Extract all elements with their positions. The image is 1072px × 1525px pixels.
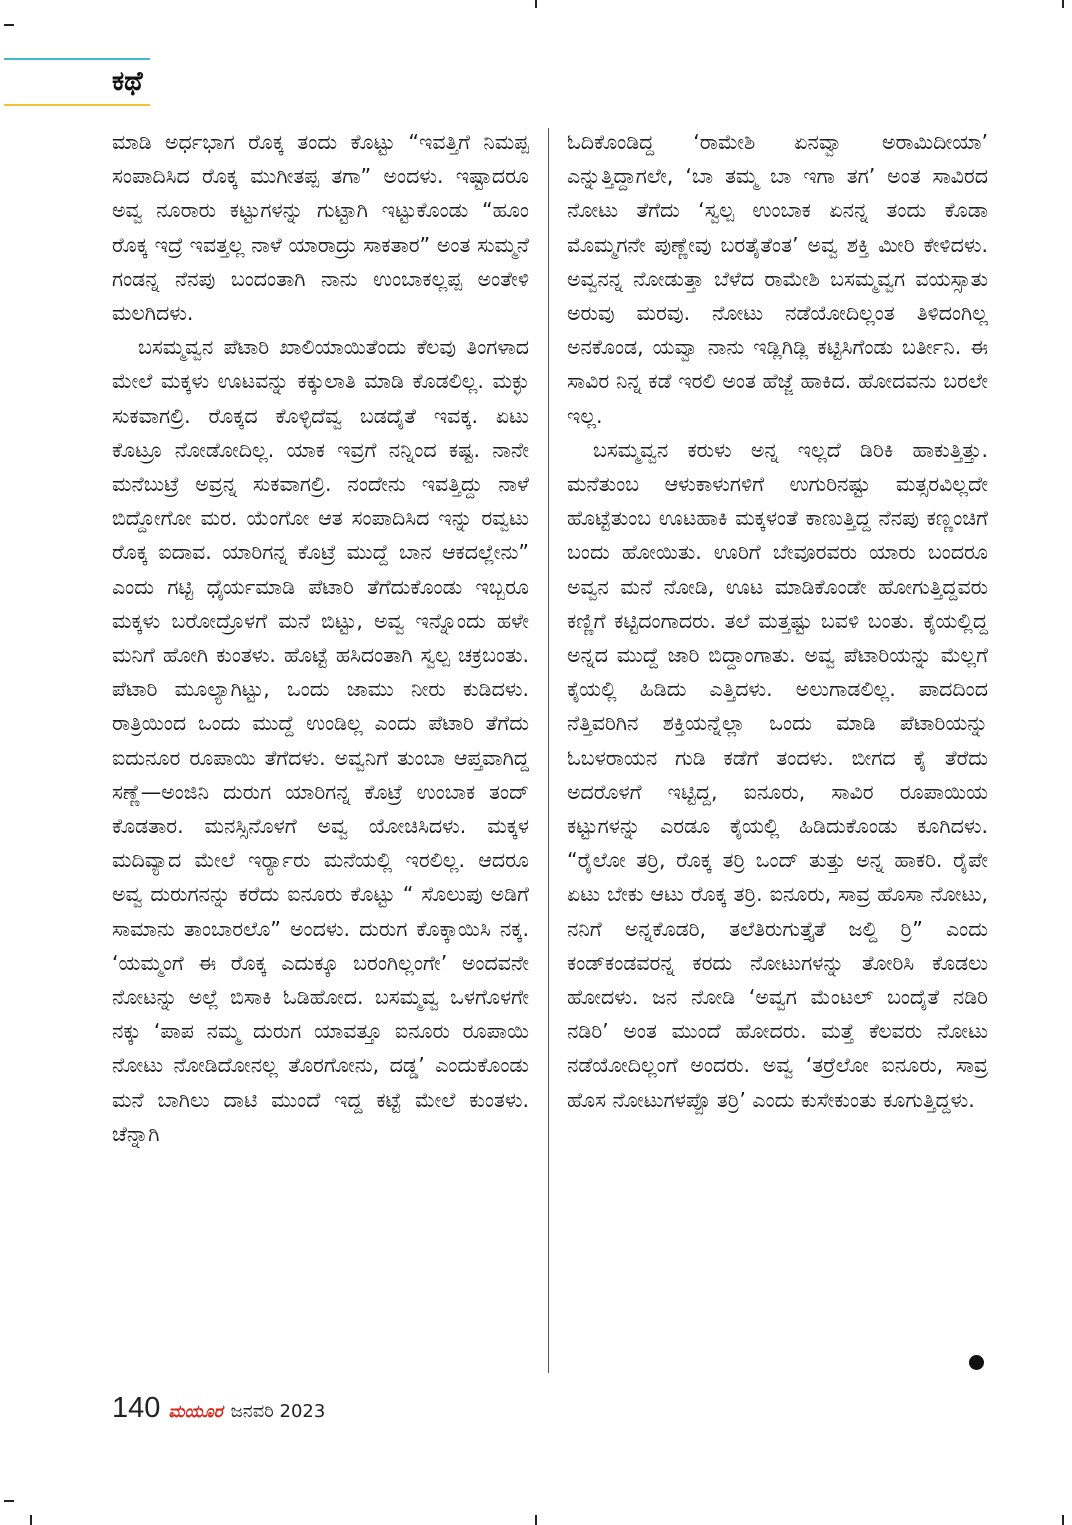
crop-mark-top-left — [4, 24, 14, 26]
column-divider — [548, 128, 549, 1373]
crop-mark-top-center — [535, 0, 537, 8]
page-number: 140 — [112, 1392, 161, 1424]
crop-mark-top-right — [1062, 0, 1064, 8]
paragraph: ಬಸಮ್ಮವ್ವನ ಪೆಟಾರಿ ಖಾಲಿಯಾಯಿತೆಂದು ಕೆಲವು ತಿಂಗಳಾದ ಮೇಲೆ ಮಕ್ಕಳು ಊಟವನ್ನು ಕಕ್ಕುಲಾತಿ ಮಾಡಿ ಕೊಡಲಿಲ್ಲ. ಮಕ್ಳು ಸುಕವಾಗಲ್ರಿ. ರೊಕ್ಕದ ಕೊಳ್ಳಿದೆವ್ವ ಬಡದೈತೆ ಇವಕ್ಕ. ಏಟು ಕೊಟ್ರೂ ನೋಡೋದಿಲ್ಲ. ಯಾಕ ಇವ್ರಗೆ ನನ್ನಿಂದ ಕಷ್ಟ. ನಾನೇ ಮನೆಬುಟ್ರೆ ಅವ್ರನ್ನ ಸುಕವಾಗಲ್ರಿ. ನಂದೇನು ಇವತ್ತಿದ್ದು ನಾಳೆ ಬಿದ್ದೋಗೋ ಮರ. ಯೆಂಗೋ ಆತ ಸಂಪಾದಿಸಿದ ಇನ್ನು ರವ್ವಟು ರೊಕ್ಕ ಐದಾವ. ಯಾರಿಗನ್ನ ಕೊಟ್ರೆ ಮುದ್ದೆ ಬಾನ ಆಕದಲ್ಲೇನು” ಎಂದು ಗಟ್ಟಿ ಧೈರ್ಯಮಾಡಿ ಪೆಟಾರಿ ತೆಗೆದುಕೊಂಡು ಇಬ್ಬರೂ ಮಕ್ಕಳು ಬರೋದ್ರೊಳಗೆ ಮನೆ ಬಿಟ್ಟು, ಅವ್ವ ಇನ್ನೊಂದು ಹಳೇ ಮನಿಗೆ ಹೋಗಿ ಕುಂತಳು. ಹೊಟ್ಟೆ ಹಸಿದಂತಾಗಿ ಸ್ವಲ್ಪ ಚಕ್ರಬಂತು. ಪೆಟಾರಿ ಮೂಲ್ಯಾಗಿಟ್ಟು, ಒಂದು ಜಾಮು ನೀರು ಕುಡಿದಳು. ರಾತ್ರಿಯಿಂದ ಒಂದು ಮುದ್ದೆ ಉಂಡಿಲ್ಲ ಎಂದು ಪೆಟಾರಿ ತೆಗೆದು ಐದುನೂರ ರೂಪಾಯಿ ತೆಗೆದಳು. ಅವ್ವನಿಗೆ ತುಂಬಾ ಆಪ್ತವಾಗಿದ್ದ ಸಣ್ಣೆ—ಅಂಜಿನಿ ದುರುಗ ಯಾರಿಗನ್ನ ಕೊಟ್ರೆ ಉಂಬಾಕ ತಂದ್ ಕೊಡತಾರ. ಮನಸ್ಸಿನೊಳಗೆ ಅವ್ವ ಯೋಚಿಸಿದಳು. ಮಕ್ಕಳ ಮದಿವ್ಯಾದ ಮೇಲೆ ಇರ್ರ್ಯಾರು ಮನೆಯಲ್ಲಿ ಇರಲಿಲ್ಲ. ಆದರೂ ಅವ್ವ ದುರುಗನನ್ನು ಕರೆದು ಐನೂರು ಕೊಟ್ಟು “ ಸೊಲುಪು ಅಡಿಗೆ ಸಾಮಾನು ತಾಂಬಾರಲೊ” ಅಂದಳು. ದುರುಗ ಕೊಕ್ಕಾಯಿಸಿ ನಕ್ಕ. ‘ಯಮ್ಮಂಗೆ ಈ ರೊಕ್ಕ ಎದುಕ್ಕೂ ಬರಂಗಿಲ್ಲಂಗೇ’ ಅಂದವನೇ ನೋಟನ್ನು ಅಲ್ಲೆ ಬಿಸಾಕಿ ಓಡಿಹೋದ. ಬಸಮ್ಮವ್ವ ಒಳಗೊಳಗೇ ನಕ್ಕು ‘ಪಾಪ ನಮ್ಮ ದುರುಗ ಯಾವತ್ತೂ ಐನೂರು ರೂಪಾಯಿ ನೋಟು ನೋಡಿದೋನಲ್ಲ ತೊರಗೋನು, ದಡ್ಡ’ ಎಂದುಕೊಂಡು ಮನೆ ಬಾಗಿಲು ದಾಟಿ ಮುಂದೆ ಇದ್ದ ಕಟ್ಟೆ ಮೇಲೆ ಕುಂತಳು. ಚೆನ್ನಾಗಿ — [112, 335, 529, 1146]
left-column — [112, 125, 529, 1151]
section-rule-bottom — [4, 104, 150, 106]
end-of-story-dot-icon — [969, 1355, 984, 1370]
section-title: ಕಥೆ — [112, 66, 143, 97]
crop-mark-bottom-left — [4, 1500, 14, 1502]
right-column — [567, 125, 988, 1117]
crop-mark-bottom-right — [1062, 1515, 1064, 1525]
paragraph: ಓದಿಕೊಂಡಿದ್ದ ‘ರಾಮೇಶಿ ಏನವ್ವಾ ಅರಾಮಿದೀಯಾ’ ಎನ್ನುತ್ತಿದ್ದಾಗಲೇ, ‘ಬಾ ತಮ್ಮ ಬಾ ಇಗಾ ತಗ’ ಅಂತ ಸಾವಿರದ ನೋಟು ತೆಗೆದು ‘ಸ್ವಲ್ಪ ಉಂಬಾಕ ಏನನ್ನ ತಂದು ಕೊಡಾ ಮೊಮ್ಮಗನೇ ಪುಣ್ಣೇವು ಬರತೈತೆಂತ’ ಅವ್ವ ಶಕ್ತಿ ಮೀರಿ ಕೇಳಿದಳು. ಅವ್ವನನ್ನ ನೋಡುತ್ತಾ ಬೆಳೆದ ರಾಮೇಶಿ ಬಸಮ್ಮವ್ವಗ ವಯಸ್ಸಾತು ಅರುವು ಮರವು. ನೋಟು ನಡೆಯೋದಿಲ್ಲಂತ ತಿಳಿದಂಗಿಲ್ಲ ಅನಕೊಂಡ, ಯವ್ವಾ ನಾನು ಇಡ್ಲಿಗಿಡ್ಲಿ ಕಟ್ಟಿಸಿಗೆಂಡು ಬರ್ತೀನಿ. ಈ ಸಾವಿರ ನಿನ್ನ ಕಡೆ ಇರಲಿ ಅಂತ ಹೆಜ್ಜೆ ಹಾಕಿದ. ಹೋದವನು ಬರಲೇ ಇಲ್ಲ. — [567, 130, 988, 428]
issue-date: ಜನವರಿ 2023 — [230, 1401, 326, 1422]
magazine-logo: ಮಯೂರ — [168, 1402, 223, 1422]
paragraph: ಮಾಡಿ ಅರ್ಧಭಾಗ ರೊಕ್ಕ ತಂದು ಕೊಟ್ಟು “ಇವತ್ತಿಗೆ ನಿಮಪ್ಪ ಸಂಪಾದಿಸಿದ ರೊಕ್ಕ ಮುಗೀತಪ್ಪ ತಗಾ” ಅಂದಳು. ಇಷ್ಟಾದರೂ ಅವ್ವ ನೂರಾರು ಕಟ್ಟುಗಳನ್ನು ಗುಟ್ಟಾಗಿ ಇಟ್ಟುಕೊಂಡು “ಹೂಂ ರೊಕ್ಕ ಇದ್ರೆ ಇವತ್ತಲ್ಲ ನಾಳೆ ಯಾರಾದ್ರು ಸಾಕತಾರ” ಅಂತ ಸುಮ್ಮನೆ ಗಂಡನ್ನ ನೆನಪು ಬಂದಂತಾಗಿ ನಾನು ಉಂಬಾಕಲ್ಲಪ್ಪ ಅಂತೇಳಿ ಮಲಗಿದಳು. — [112, 130, 529, 326]
crop-mark-bottom-center — [535, 1515, 537, 1525]
section-rule-top — [4, 58, 150, 60]
paragraph: ಬಸಮ್ಮವ್ವನ ಕರುಳು ಅನ್ನ ಇಲ್ಲದೆ ಡಿರಿಕಿ ಹಾಕುತ್ತಿತ್ತು. ಮನೆತುಂಬ ಆಳುಕಾಳುಗಳಿಗೆ ಉಗುರಿನಷ್ಟು ಮತ್ಸರವಿಲ್ಲದೇ ಹೊಟ್ಟೆತುಂಬ ಊಟಹಾಕಿ ಮಕ್ಕಳಂತೆ ಕಾಣುತ್ತಿದ್ದ ನೆನಪು ಕಣ್ಣಂಚಿಗೆ ಬಂದು ಹೋಯಿತು. ಊರಿಗೆ ಬೇವೂರವರು ಯಾರು ಬಂದರೂ ಅವ್ವನ ಮನೆ ನೋಡಿ, ಊಟ ಮಾಡಿಕೊಂಡೇ ಹೋಗುತ್ತಿದ್ದವರು ಕಣ್ಣಿಗೆ ಕಟ್ಟಿದಂಗಾದರು. ತಲೆ ಮತ್ತಷ್ಟು ಬವಳಿ ಬಂತು. ಕೈಯಲ್ಲಿದ್ದ ಅನ್ನದ ಮುದ್ದೆ ಜಾರಿ ಬಿದ್ದಾಂಗಾತು. ಅವ್ವ ಪೆಟಾರಿಯನ್ನು ಮೆಲ್ಲಗೆ ಕೈಯಲ್ಲಿ ಹಿಡಿದು ಎತ್ತಿದಳು. ಅಲುಗಾಡಲಿಲ್ಲ. ಪಾದದಿಂದ ನೆತ್ತಿವರಿಗಿನ ಶಕ್ತಿಯನ್ನೆಲ್ಲಾ ಒಂದು ಮಾಡಿ ಪೆಟಾರಿಯನ್ನು ಓಬಳರಾಯನ ಗುಡಿ ಕಡೆಗೆ ತಂದಳು. ಬೀಗದ ಕೈ ತೆರೆದು ಅದರೊಳಗೆ ಇಟ್ಟಿದ್ದ, ಐನೂರು, ಸಾವಿರ ರೂಪಾಯಿಯ ಕಟ್ಟುಗಳನ್ನು ಎರಡೂ ಕೈಯಲ್ಲಿ ಹಿಡಿದುಕೊಂಡು ಕೂಗಿದಳು. “ರೈಲೋ ತರ್ರಿ, ರೊಕ್ಕ ತರ್ರಿ ಒಂದ್ ತುತ್ತು ಅನ್ನ ಹಾಕರಿ. ರೈಪೇ ಏಟು ಬೇಕು ಆಟು ರೊಕ್ಕ ತರ್ರಿ. ಐನೂರು, ಸಾವ್ರ ಹೊಸಾ ನೋಟು, ನನಿಗೆ ಅನ್ನಕೊಡರಿ, ತಲೆತಿರುಗುತ್ತೈತೆ ಜಲ್ದಿ ರ್ರಿ” ಎಂದು ಕಂಡ್‌ಕಂಡವರನ್ನ ಕರದು ನೋಟುಗಳನ್ನು ತೋರಿಸಿ ಕೊಡಲು ಹೋದಳು. ಜನ ನೋಡಿ ‘ಅವ್ವಗ ಮೆಂಟಲ್ ಬಂದೈತೆ ನಡಿರಿ ನಡಿರಿ’ ಅಂತ ಮುಂದೆ ಹೋದರು. ಮತ್ತೆ ಕೆಲವರು ನೋಟು ನಡೆಯೋದಿಲ್ಲಂಗೆ ಅಂದರು. ಅವ್ವ ‘ತರ್ರೆಲೋ ಐನೂರು, ಸಾವ್ರ ಹೊಸ ನೋಟುಗಳಪ್ಪೊ ತರ್ರಿ’ ಎಂದು ಕುಸೇಕುಂತು ಕೂಗುತ್ತಿದ್ದಳು. — [567, 437, 988, 1112]
crop-mark-bottom-left-v — [30, 1515, 32, 1525]
page-footer — [112, 1392, 325, 1432]
